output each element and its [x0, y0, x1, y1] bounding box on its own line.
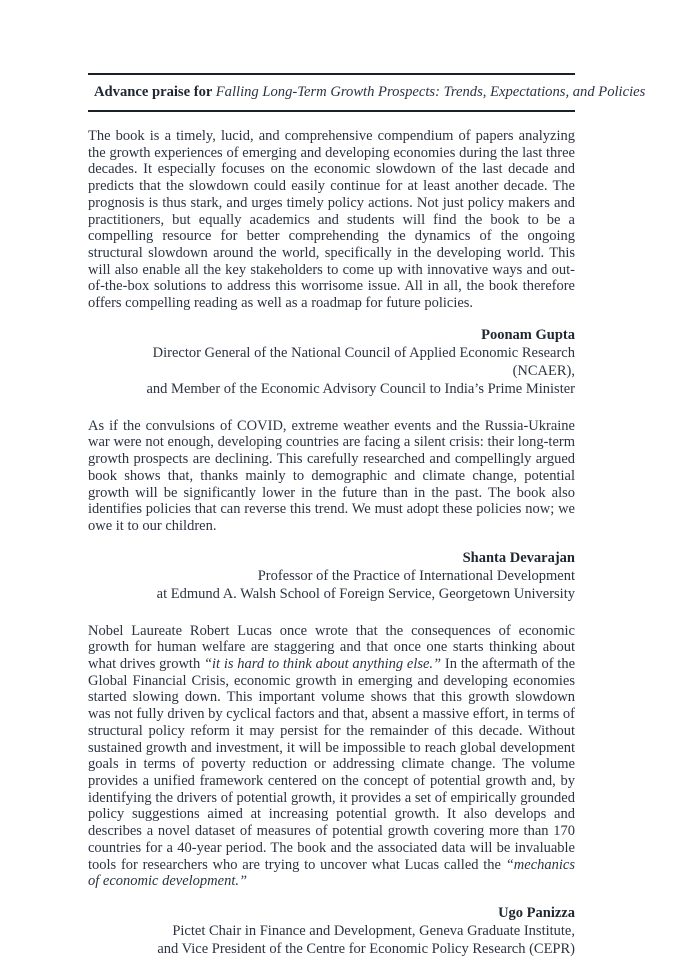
endorsement-affiliation-line: and Member of the Economic Advisory Council to India’s Prime Minister — [146, 380, 575, 397]
endorsement-devarajan — [88, 418, 575, 603]
endorsement-author: Poonam Gupta — [481, 326, 575, 343]
endorsement-affiliation-line: Professor of the Practice of International Development — [257, 567, 575, 584]
endorsement-author: Ugo Panizza — [498, 904, 575, 921]
page-content — [88, 0, 646, 958]
endorsement-attribution — [88, 549, 575, 603]
endorsement-gupta — [88, 128, 575, 398]
endorsement-affiliation-line: at Edmund A. Walsh School of Foreign Service, Georgetown University — [156, 585, 575, 602]
endorsement-attribution — [88, 904, 575, 958]
endorsement-author: Shanta Devarajan — [462, 549, 575, 566]
endorsement-quote: The book is a timely, lucid, and comprehensive compendium of papers analyzing the growth experiences of emerging and developing economies during the last three decades. It especially focuses on the economic slowdown of the last decade and predicts that the slowdown could easily continue for at least another decade. The prognosis is thus stark, and urges timely policy actions. Not just policy makers and practitioners, but equally academics and students will find the book to be a compelling resource for better comprehending the dynamics of the ongoing structural slowdown around the world, specifically in the developing world. This will also enable all the key stakeholders to come up with innovative ways and out-of-the-box solutions to address this worrisome issue. All in all, the book therefore offers compelling reading as well as a roadmap for future policies. — [88, 128, 575, 312]
endorsement-quote: As if the convulsions of COVID, extreme weather events and the Russia-Ukraine war were not enough, developing countries are facing a silent crisis: their long-term growth prospects are declining. This carefully researched and compellingly argued book shows that, thanks mainly to demographic and climate change, potential growth will be significantly lower in the future than in the past. The book also identifies policies that can reverse this trend. We must adopt these policies now; we owe it to our children. — [88, 417, 575, 534]
advance-praise-label: Advance praise for — [94, 84, 216, 100]
endorsement-panizza — [88, 623, 575, 958]
endorsement-attribution — [88, 326, 575, 398]
endorsement-quote: Nobel Laureate Robert Lucas once wrote that the consequences of economic growth for human welfare are staggering and that once one starts thinking about what drives growth “it is hard to think about anything else.” In the aftermath of the Global Financial Crisis, economic growth in emerging and developing economies started slowing down. This important volume shows that this growth slowdown was not fully driven by cyclical factors and that, absent a massive effort, in terms of structural policy reform it may persist for the remainder of this decade. Without sustained growth and investment, it will be impossible to reach global development goals in terms of poverty reduction or addressing climate change. The volume provides a unified framework centered on the concept of potential growth and, by identifying the drivers of potential growth, it provides a set of empirically grounded policy suggestions aimed at increasing potential growth. It also develops and describes a novel dataset of measures of potential growth covering more than 170 countries for a 40-year period. The book and the associated data will be invaluable tools for researchers who are trying to uncover what Lucas called the “mechanics of economic development.” — [88, 622, 576, 890]
endorsement-affiliation-line: Director General of the National Council of Applied Economic Research (NCAER), — [152, 344, 575, 379]
advance-praise-header — [88, 73, 646, 112]
book-title: Falling Long-Term Growth Prospects: Trends, Expectations, and Policies — [215, 84, 646, 100]
endorsement-affiliation-line: and Vice President of the Centre for Economic Policy Research (CEPR) — [157, 940, 575, 957]
endorsement-affiliation-line: Pictet Chair in Finance and Development, Geneva Graduate Institute, — [172, 922, 575, 939]
